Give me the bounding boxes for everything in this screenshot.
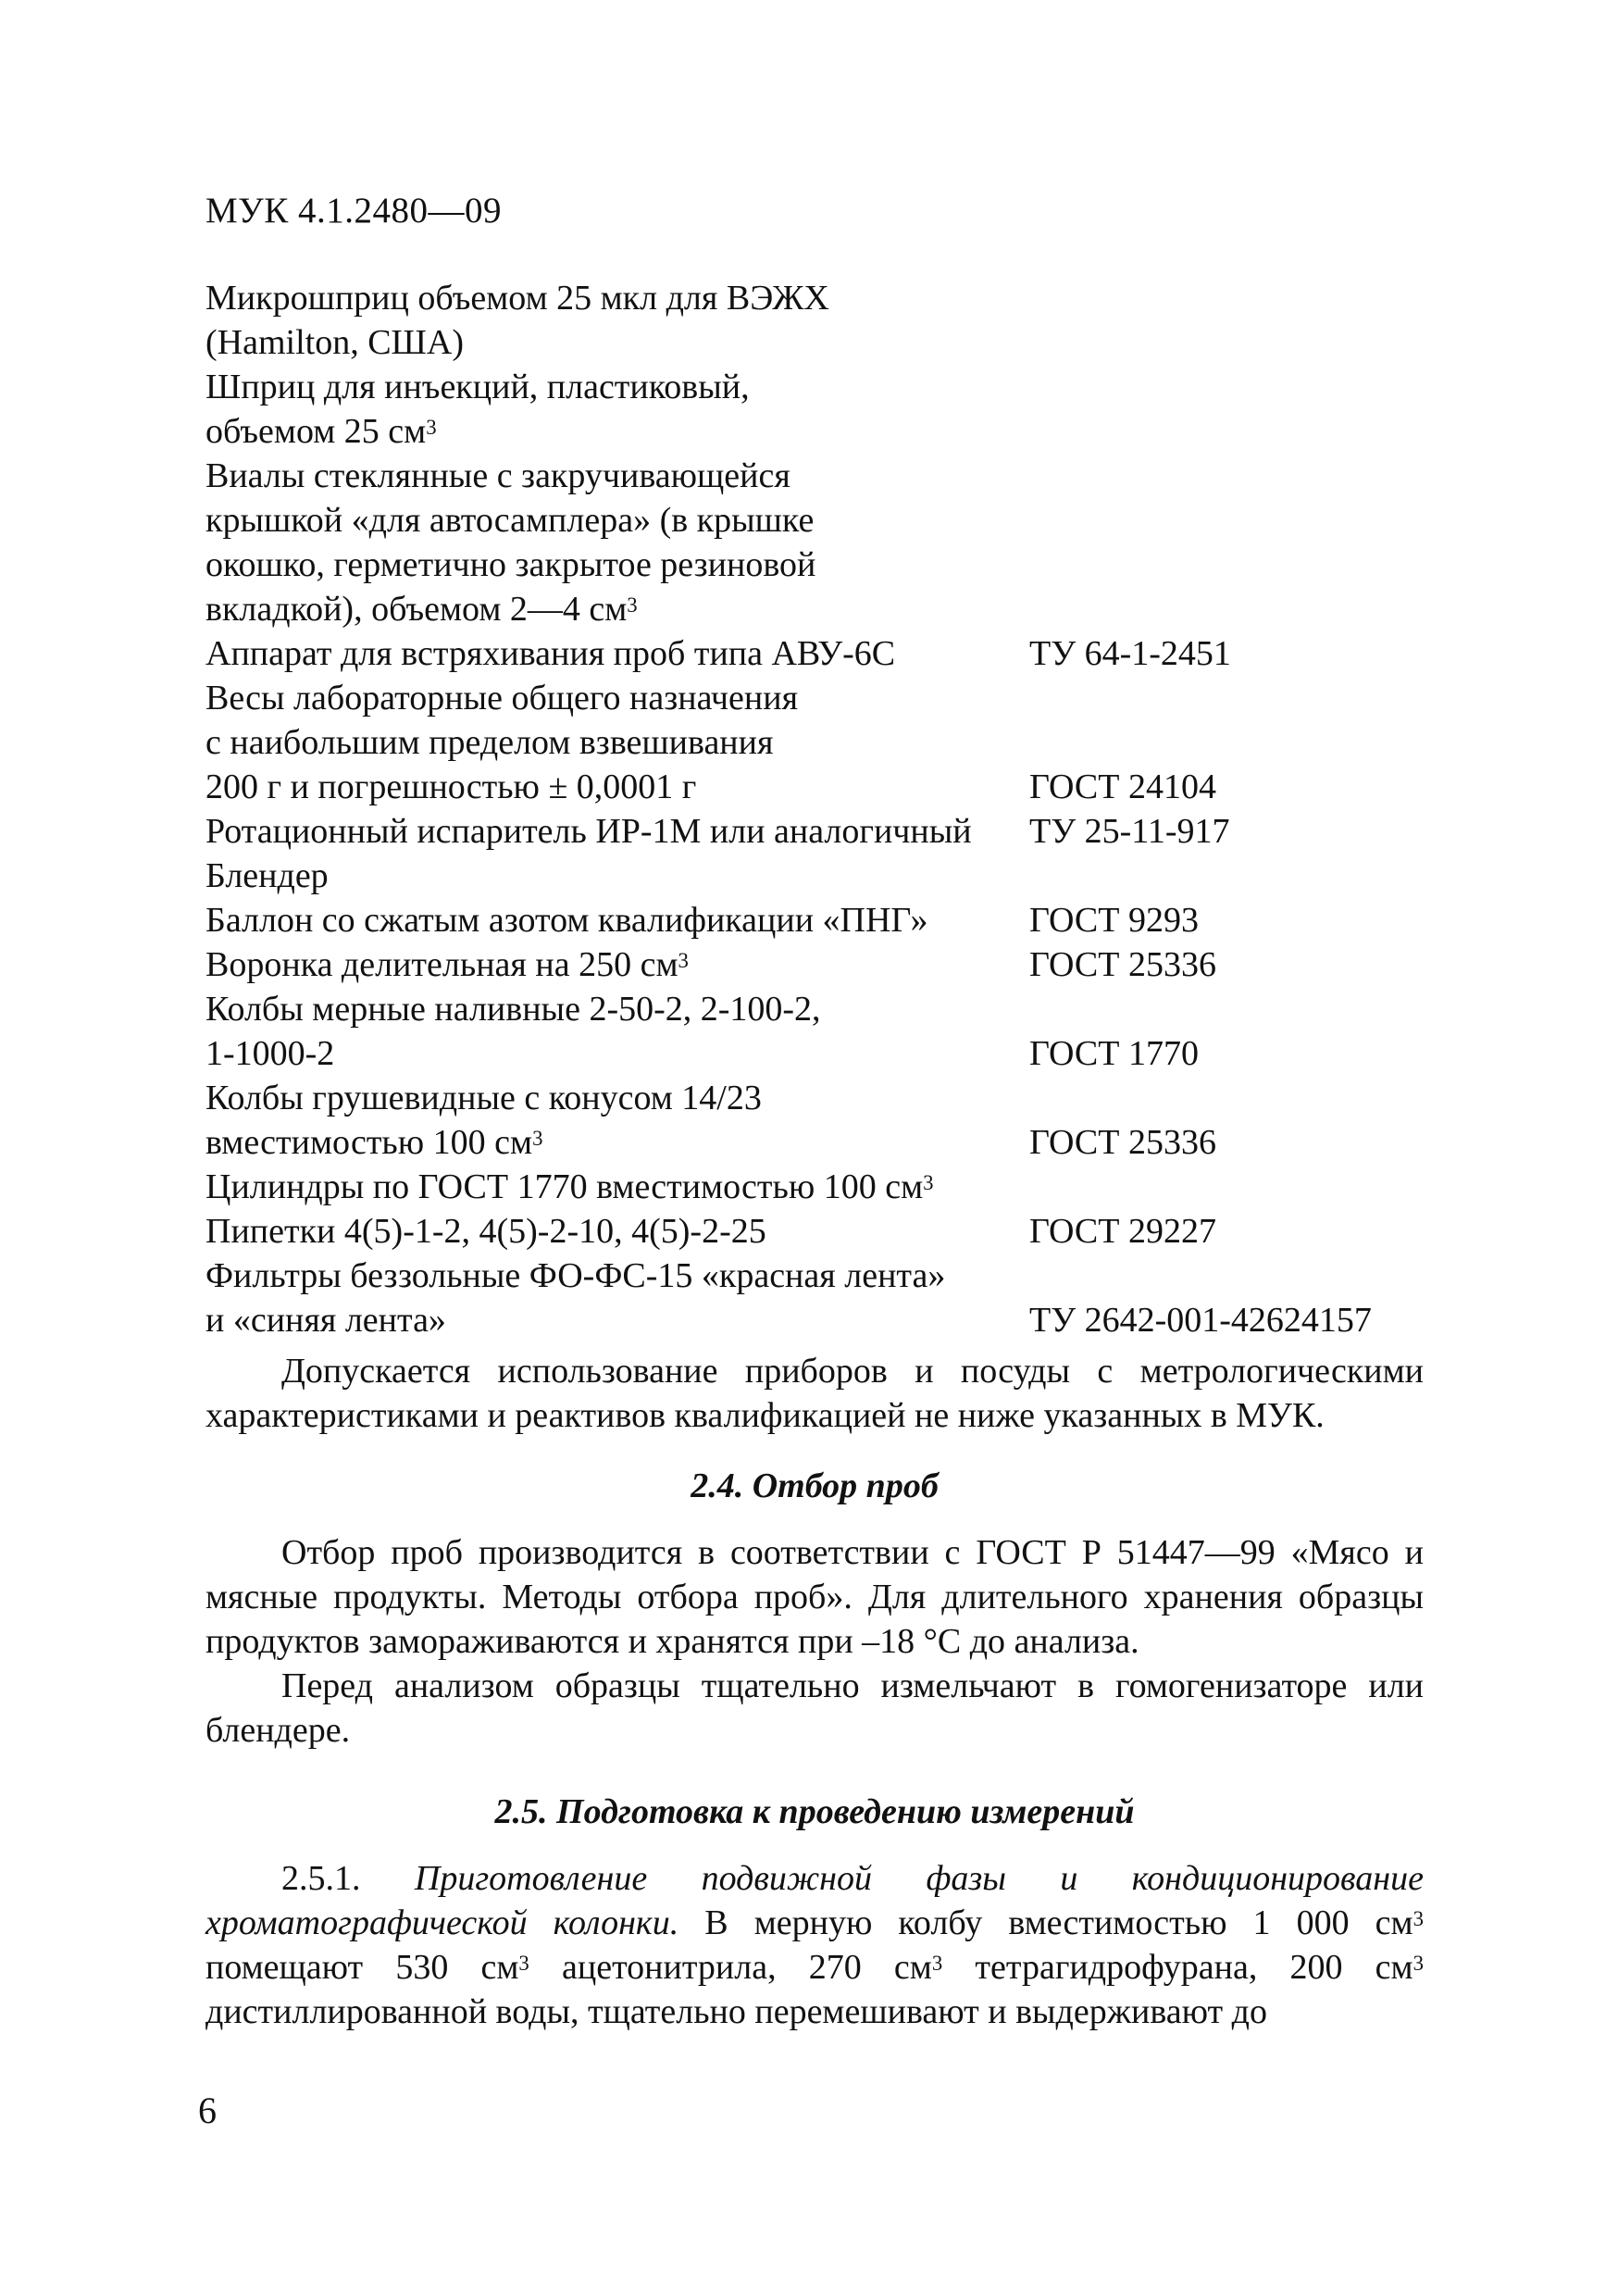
equipment-name: 1-1000-2 [205, 1034, 335, 1073]
homogenization-paragraph: Перед анализом образцы тщательно измельчают в гомогенизаторе или блендере. [205, 1666, 1424, 1750]
equipment-standard: ГОСТ 29227 [1029, 1212, 1216, 1251]
equipment-name: Аппарат для встряхивания проб типа АВУ-6С [205, 634, 896, 673]
equipment-name-line: Весы лабораторные общего назначения [205, 679, 799, 718]
equipment-row [205, 765, 1427, 809]
equipment-name: и «синяя лента» [205, 1301, 446, 1340]
equipment-list [205, 276, 1427, 1342]
equipment-row [205, 409, 1427, 454]
equipment-name-line: Фильтры беззольные ФО-ФС-15 «красная лента» [205, 1256, 946, 1295]
equipment-name: Ротационный испаритель ИР-1М или аналогичный [205, 812, 972, 851]
equipment-name: объемом 25 $см^3$ [205, 412, 437, 451]
equipment-row [205, 1209, 1427, 1254]
equipment-row [205, 1120, 1427, 1165]
equipment-standard [1029, 587, 1427, 631]
equipment-name-line: Колбы грушевидные с конусом 14/23 [205, 1079, 762, 1117]
equipment-name: Воронка делительная на 250 $см^3$ [205, 945, 689, 984]
section-heading-2-4: 2.4. Отбор проб [691, 1466, 939, 1505]
equipment-name: Блендер [205, 856, 329, 895]
equipment-standard: ГОСТ 25336 [1029, 1123, 1216, 1162]
equipment-name: (Hamilton, США) [205, 323, 464, 362]
equipment-row [205, 1165, 1427, 1209]
body-text [205, 1349, 1424, 2034]
equipment-row [205, 898, 1427, 942]
clause-text: В мерную колбу вместимостью 1 000 $см^3$ помещают 530 $см^3$ ацетонитрила, 270 $см^3$ тетрагидрофурана, 200 $см^3$ дистиллированной воды, тщательно перемешивают и выдерживают до [205, 1903, 1424, 2031]
equipment-row [205, 587, 1427, 631]
equipment-name-line: окошко, герметично закрытое резиновой [205, 545, 816, 584]
equipment-row [205, 809, 1427, 854]
sampling-paragraph: Отбор проб производится в соответствии с ГОСТ Р 51447—99 «Мясо и мясные продукты. Методы отбора проб». Для длительного хранения образцы продуктов замораживаются и хранятся при –18 °С до анализа. [205, 1533, 1424, 1661]
equipment-standard: ТУ 2642-001-42624157 [1029, 1301, 1372, 1340]
equipment-name: 200 г и погрешностью ± 0,0001 г [205, 767, 697, 806]
page-number: 6 [198, 2090, 217, 2131]
equipment-standard: ГОСТ 1770 [1029, 1034, 1199, 1073]
equipment-name-line: Микрошприц объемом 25 мкл для ВЭЖХ [205, 279, 829, 318]
clause-number: 2.5.1. [281, 1859, 361, 1898]
doc-code: МУК 4.1.2480—09 [205, 191, 503, 231]
equipment-row [205, 854, 1427, 898]
equipment-row [205, 631, 1427, 676]
equipment-name-line: с наибольшим пределом взвешивания [205, 723, 774, 762]
equipment-row [205, 1031, 1427, 1076]
equipment-name: вкладкой), объемом 2—4 $см^3$ [205, 590, 638, 629]
equipment-standard [1029, 1165, 1427, 1209]
equipment-name-line: Шприц для инъекций, пластиковый, [205, 368, 750, 406]
equipment-name: Пипетки 4(5)-1-2, 4(5)-2-10, 4(5)-2-25 [205, 1212, 766, 1251]
equipment-standard [1029, 409, 1427, 454]
equipment-standard: ГОСТ 9293 [1029, 901, 1199, 940]
equipment-row [205, 320, 1427, 365]
equipment-standard [1029, 320, 1427, 365]
section-heading-2-5: 2.5. Подготовка к проведению измерений [494, 1792, 1135, 1831]
equipment-name: Баллон со сжатым азотом квалификации «ПНГ» [205, 901, 928, 940]
equipment-name: вместимостью 100 $см^3$ [205, 1123, 543, 1162]
equipment-standard: ТУ 25-11-917 [1029, 812, 1230, 851]
equipment-name-line: Колбы мерные наливные 2-50-2, 2-100-2, [205, 990, 821, 1029]
allowance-paragraph: Допускается использование приборов и посуды с метрологическими характеристиками и реактивов квалификацией не ниже указанных в МУК. [205, 1352, 1424, 1435]
equipment-row [205, 1298, 1427, 1342]
equipment-name-line: Виалы стеклянные с закручивающейся [205, 456, 790, 495]
equipment-name: Цилиндры по ГОСТ 1770 вместимостью 100 $см^3$ [205, 1167, 934, 1206]
equipment-standard: ГОСТ 25336 [1029, 945, 1216, 984]
equipment-name-line: крышкой «для автосамплера» (в крышке [205, 501, 815, 540]
equipment-standard: ГОСТ 24104 [1029, 767, 1216, 806]
clause-title: Приготовление подвижной фазы и кондиционирование хроматографической колонки. [205, 1859, 1424, 1942]
equipment-standard: ТУ 64-1-2451 [1029, 634, 1231, 673]
mobile-phase-paragraph [205, 1856, 1424, 2034]
equipment-row [205, 942, 1427, 987]
equipment-standard [1029, 854, 1427, 898]
